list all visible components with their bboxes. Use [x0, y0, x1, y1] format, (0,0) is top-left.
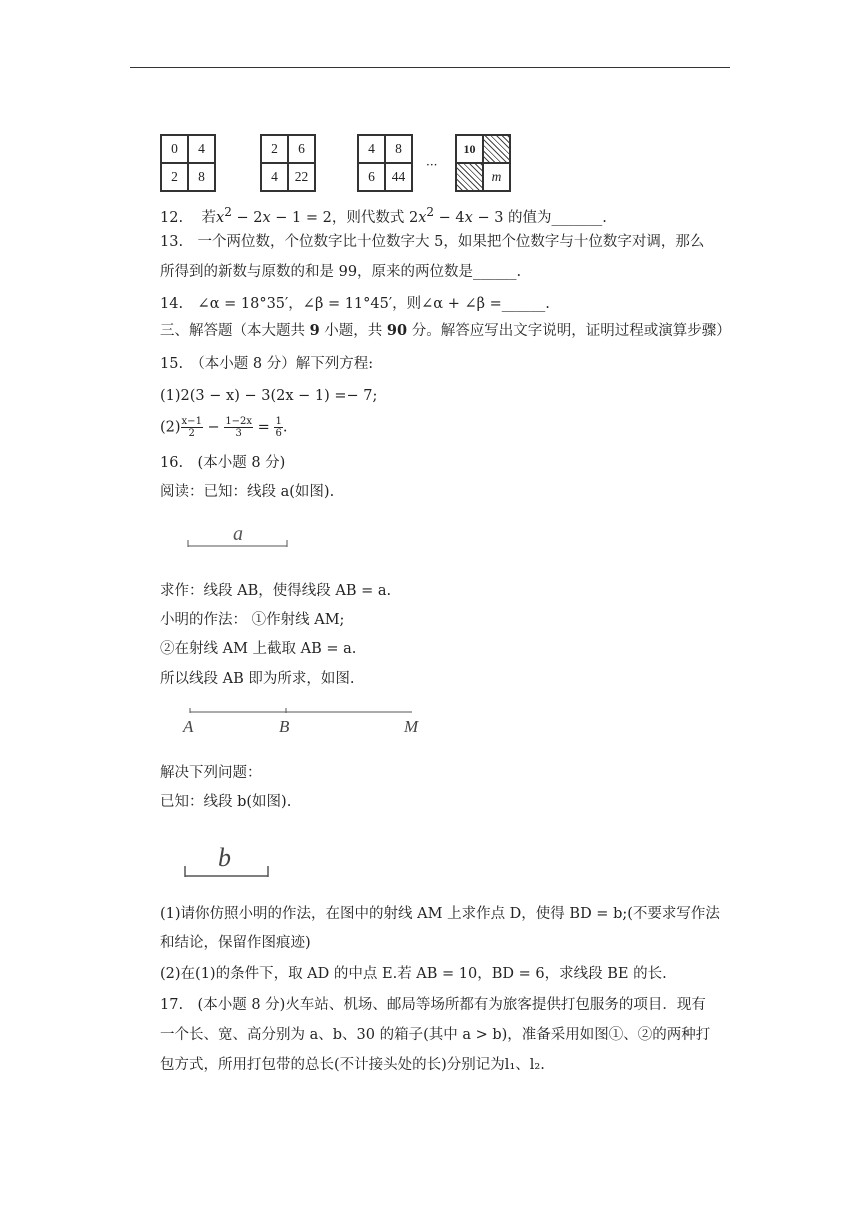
question-number: 12.	[160, 209, 184, 226]
fraction	[274, 416, 282, 439]
grid-cell: 8	[188, 163, 215, 191]
ray-am-figure	[180, 700, 440, 740]
hatched-cell	[483, 135, 510, 163]
question-17-line-2: 一个长、宽、高分别为 a、b、30 的箱子(其中 a > b)，准备采用如图①、②的两种打	[160, 1027, 711, 1043]
hatched-cell	[456, 163, 483, 191]
section-text: 三、解答题（本大题共	[160, 323, 310, 339]
question-16-reading: 阅读：已知：线段 a(如图).	[160, 484, 335, 500]
grid-cell: 4	[261, 163, 288, 191]
operator: =	[253, 419, 275, 436]
point-m-label: M	[404, 717, 419, 736]
question-15-header: 15. （本小题 8 分）解下列方程:	[160, 356, 374, 372]
denominator: 6	[275, 428, 282, 439]
number-grid-3	[357, 134, 413, 192]
question-14: 14. ∠α = 18°35′，∠β = 11°45′，则∠α + ∠β =______.	[160, 296, 550, 312]
grid-cell: 6	[358, 163, 385, 191]
q12-text: 若	[201, 209, 216, 226]
segment-b-figure	[180, 836, 280, 882]
segment-a-figure	[185, 518, 295, 554]
grid-cell: 8	[385, 135, 412, 163]
question-15-part-1: (1)2(3 − x) − 3(2x − 1) =− 7;	[160, 388, 378, 404]
segment-a-label: a	[233, 523, 243, 545]
segment-b-label: b	[218, 843, 231, 872]
header-rule	[130, 67, 730, 68]
question-16-sub-1-line-2: 和结论，保留作图痕迹)	[160, 935, 311, 951]
point-a-label: A	[183, 717, 194, 736]
point-b-label: B	[279, 717, 290, 736]
operator: −	[202, 419, 225, 436]
grid-cell: 44	[385, 163, 412, 191]
part-label: (2)	[160, 419, 181, 436]
numerator: 1−2x	[225, 416, 253, 427]
numerator: x−1	[181, 416, 202, 427]
grid-cell: 2	[261, 135, 288, 163]
grid-cell: 22	[288, 163, 315, 191]
section-score: 90	[386, 322, 408, 339]
question-16-solve: 解决下列问题：	[160, 765, 262, 781]
question-16-sub-1-line-1: (1)请你仿照小明的作法，在图中的射线 AM 上求作点 D，使得 BD = b;(不要求写作法	[160, 906, 720, 922]
grid-cell: 10	[456, 135, 483, 163]
question-16-sub-2: (2)在(1)的条件下，取 AD 的中点 E.若 AB = 10，BD = 6，求线段 BE 的长.	[160, 966, 667, 982]
question-16-method-1: 小明的作法： ①作射线 AM;	[160, 612, 345, 628]
section-text: 分。解答应写出文字说明，证明过程或演算步骤）	[407, 323, 731, 339]
numerator: 1	[275, 416, 282, 427]
denominator: 3	[235, 428, 242, 439]
period: .	[282, 419, 288, 436]
number-grid-2	[260, 134, 316, 192]
question-16-task: 求作：线段 AB，使得线段 AB = a.	[160, 583, 392, 599]
number-grid-4	[455, 134, 511, 192]
question-17-line-3: 包方式，所用打包带的总长(不计接头处的长)分别记为l₁、l₂.	[160, 1057, 545, 1073]
grid-cell: 2	[161, 163, 188, 191]
fraction	[181, 416, 203, 439]
grid-cell: 4	[358, 135, 385, 163]
question-15-part-2	[160, 416, 287, 439]
question-16-known-b: 已知：线段 b(如图).	[160, 794, 292, 810]
question-16-header: 16. (本小题 8 分)	[160, 455, 286, 471]
q12-text: 的值为_______.	[503, 209, 607, 226]
q12-text: ，则代数式	[331, 209, 409, 226]
question-13-line-2: 所得到的新数与原数的和是 99，原来的两位数是______.	[160, 264, 522, 280]
question-16-method-2: ②在射线 AM 上截取 AB = a.	[160, 641, 357, 657]
grid-cell: 4	[188, 135, 215, 163]
question-17-line-1: 17. (本小题 8 分)火车站、机场、邮局等场所都有为旅客提供打包服务的项目．现有	[160, 997, 706, 1013]
question-16-conclusion: 所以线段 AB 即为所求，如图.	[160, 671, 355, 687]
grid-cell: m	[483, 163, 510, 191]
denominator: 2	[188, 428, 195, 439]
question-13-line-1: 13. 一个两位数，个位数字比十位数字大 5，如果把个位数字与十位数字对调，那么	[160, 234, 705, 250]
ellipsis: ···	[426, 158, 438, 172]
section-text: 小题，共	[319, 323, 387, 339]
fraction	[224, 416, 253, 439]
section-count: 9	[309, 322, 320, 339]
number-grid-1	[160, 134, 216, 192]
grid-cell: 0	[161, 135, 188, 163]
grid-cell: 6	[288, 135, 315, 163]
section-3-heading	[160, 320, 731, 342]
question-12: 12. 若$x^2 - 2x - 1 = 2$，则代数式 $2x^2 - 4x - 3$ 的值为_______.	[160, 205, 607, 226]
